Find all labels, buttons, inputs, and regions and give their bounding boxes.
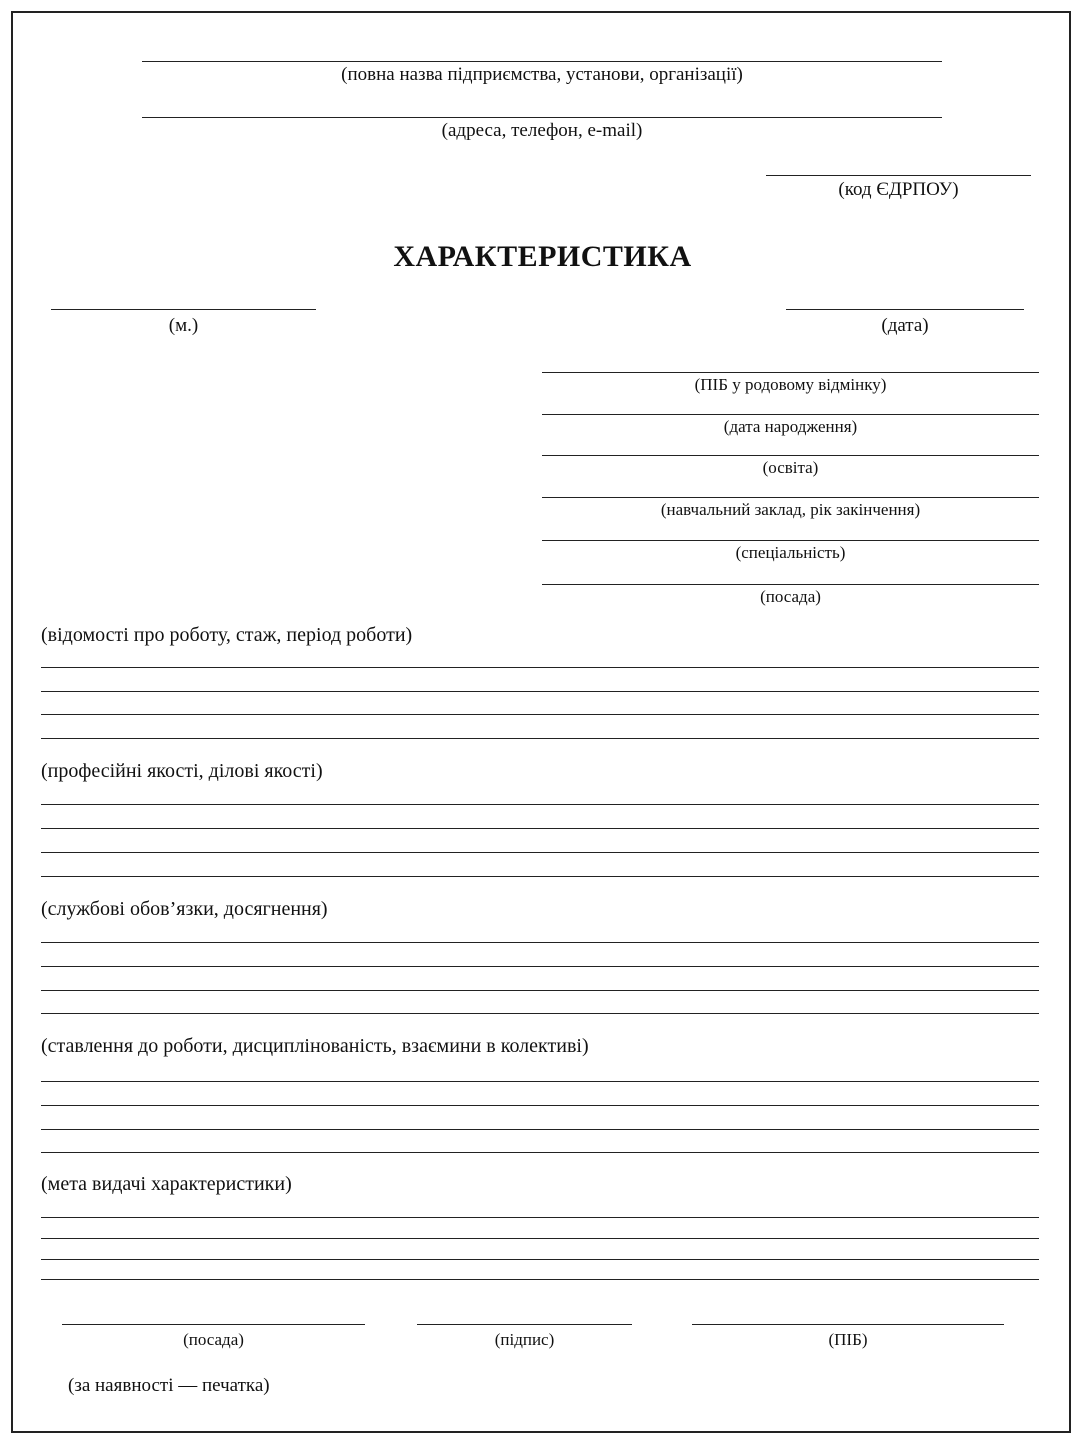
section-write-line[interactable] — [41, 1217, 1039, 1218]
section-write-line[interactable] — [41, 1152, 1039, 1153]
stamp-note: (за наявності — печатка) — [68, 1375, 270, 1396]
section-write-line[interactable] — [41, 1238, 1039, 1239]
section-label-work-info: (відомості про роботу, стаж, період роботи) — [41, 624, 413, 646]
person-field-caption: (посада) — [760, 587, 821, 606]
section-write-line[interactable] — [41, 876, 1039, 877]
person-field-line[interactable] — [542, 497, 1039, 498]
section-write-line[interactable] — [41, 942, 1039, 943]
section-label-attitude: (ставлення до роботи, дисциплінованість, взаємини в колективі) — [41, 1035, 589, 1057]
document-title: ХАРАКТЕРИСТИКА — [393, 240, 692, 273]
person-field-line[interactable] — [542, 584, 1039, 585]
section-write-line[interactable] — [41, 990, 1039, 991]
person-field-caption: (спеціальність) — [735, 543, 846, 562]
edrpou-caption: (код ЄДРПОУ) — [838, 179, 959, 200]
section-write-line[interactable] — [41, 691, 1039, 692]
place-caption: (м.) — [168, 315, 199, 336]
signature-position-line[interactable] — [62, 1324, 365, 1325]
section-write-line[interactable] — [41, 804, 1039, 805]
page-border — [11, 11, 1071, 1433]
section-write-line[interactable] — [41, 1259, 1039, 1260]
section-label-qualities: (професійні якості, ділові якості) — [41, 760, 323, 782]
org-name-line[interactable] — [142, 61, 942, 62]
person-field-line[interactable] — [542, 414, 1039, 415]
edrpou-line[interactable] — [766, 175, 1031, 176]
place-line[interactable] — [51, 309, 316, 310]
section-write-line[interactable] — [41, 1279, 1039, 1280]
date-caption: (дата) — [881, 315, 929, 336]
person-field-caption: (дата народження) — [723, 417, 858, 436]
section-label-duties: (службові обов’язки, досягнення) — [41, 898, 328, 920]
section-write-line[interactable] — [41, 828, 1039, 829]
section-write-line[interactable] — [41, 1081, 1039, 1082]
section-write-line[interactable] — [41, 667, 1039, 668]
person-field-line[interactable] — [542, 372, 1039, 373]
signature-line[interactable] — [417, 1324, 632, 1325]
section-write-line[interactable] — [41, 714, 1039, 715]
section-write-line[interactable] — [41, 852, 1039, 853]
person-field-line[interactable] — [542, 540, 1039, 541]
section-write-line[interactable] — [41, 738, 1039, 739]
section-write-line[interactable] — [41, 1129, 1039, 1130]
person-field-caption: (освіта) — [762, 458, 819, 477]
person-field-line[interactable] — [542, 455, 1039, 456]
section-label-purpose: (мета видачі характеристики) — [41, 1173, 292, 1195]
signature-caption: (підпис) — [494, 1330, 555, 1349]
address-line[interactable] — [142, 117, 942, 118]
section-write-line[interactable] — [41, 1105, 1039, 1106]
address-caption: (адреса, телефон, e-mail) — [441, 120, 643, 141]
date-line[interactable] — [786, 309, 1024, 310]
signature-name-line[interactable] — [692, 1324, 1004, 1325]
section-write-line[interactable] — [41, 966, 1039, 967]
person-field-caption: (навчальний заклад, рік закінчення) — [660, 500, 921, 519]
signature-name-caption: (ПІБ) — [828, 1330, 868, 1349]
signature-position-caption: (посада) — [183, 1330, 244, 1349]
org-name-caption: (повна назва підприємства, установи, організації) — [341, 64, 743, 85]
person-field-caption: (ПІБ у родовому відмінку) — [694, 375, 887, 394]
section-write-line[interactable] — [41, 1013, 1039, 1014]
